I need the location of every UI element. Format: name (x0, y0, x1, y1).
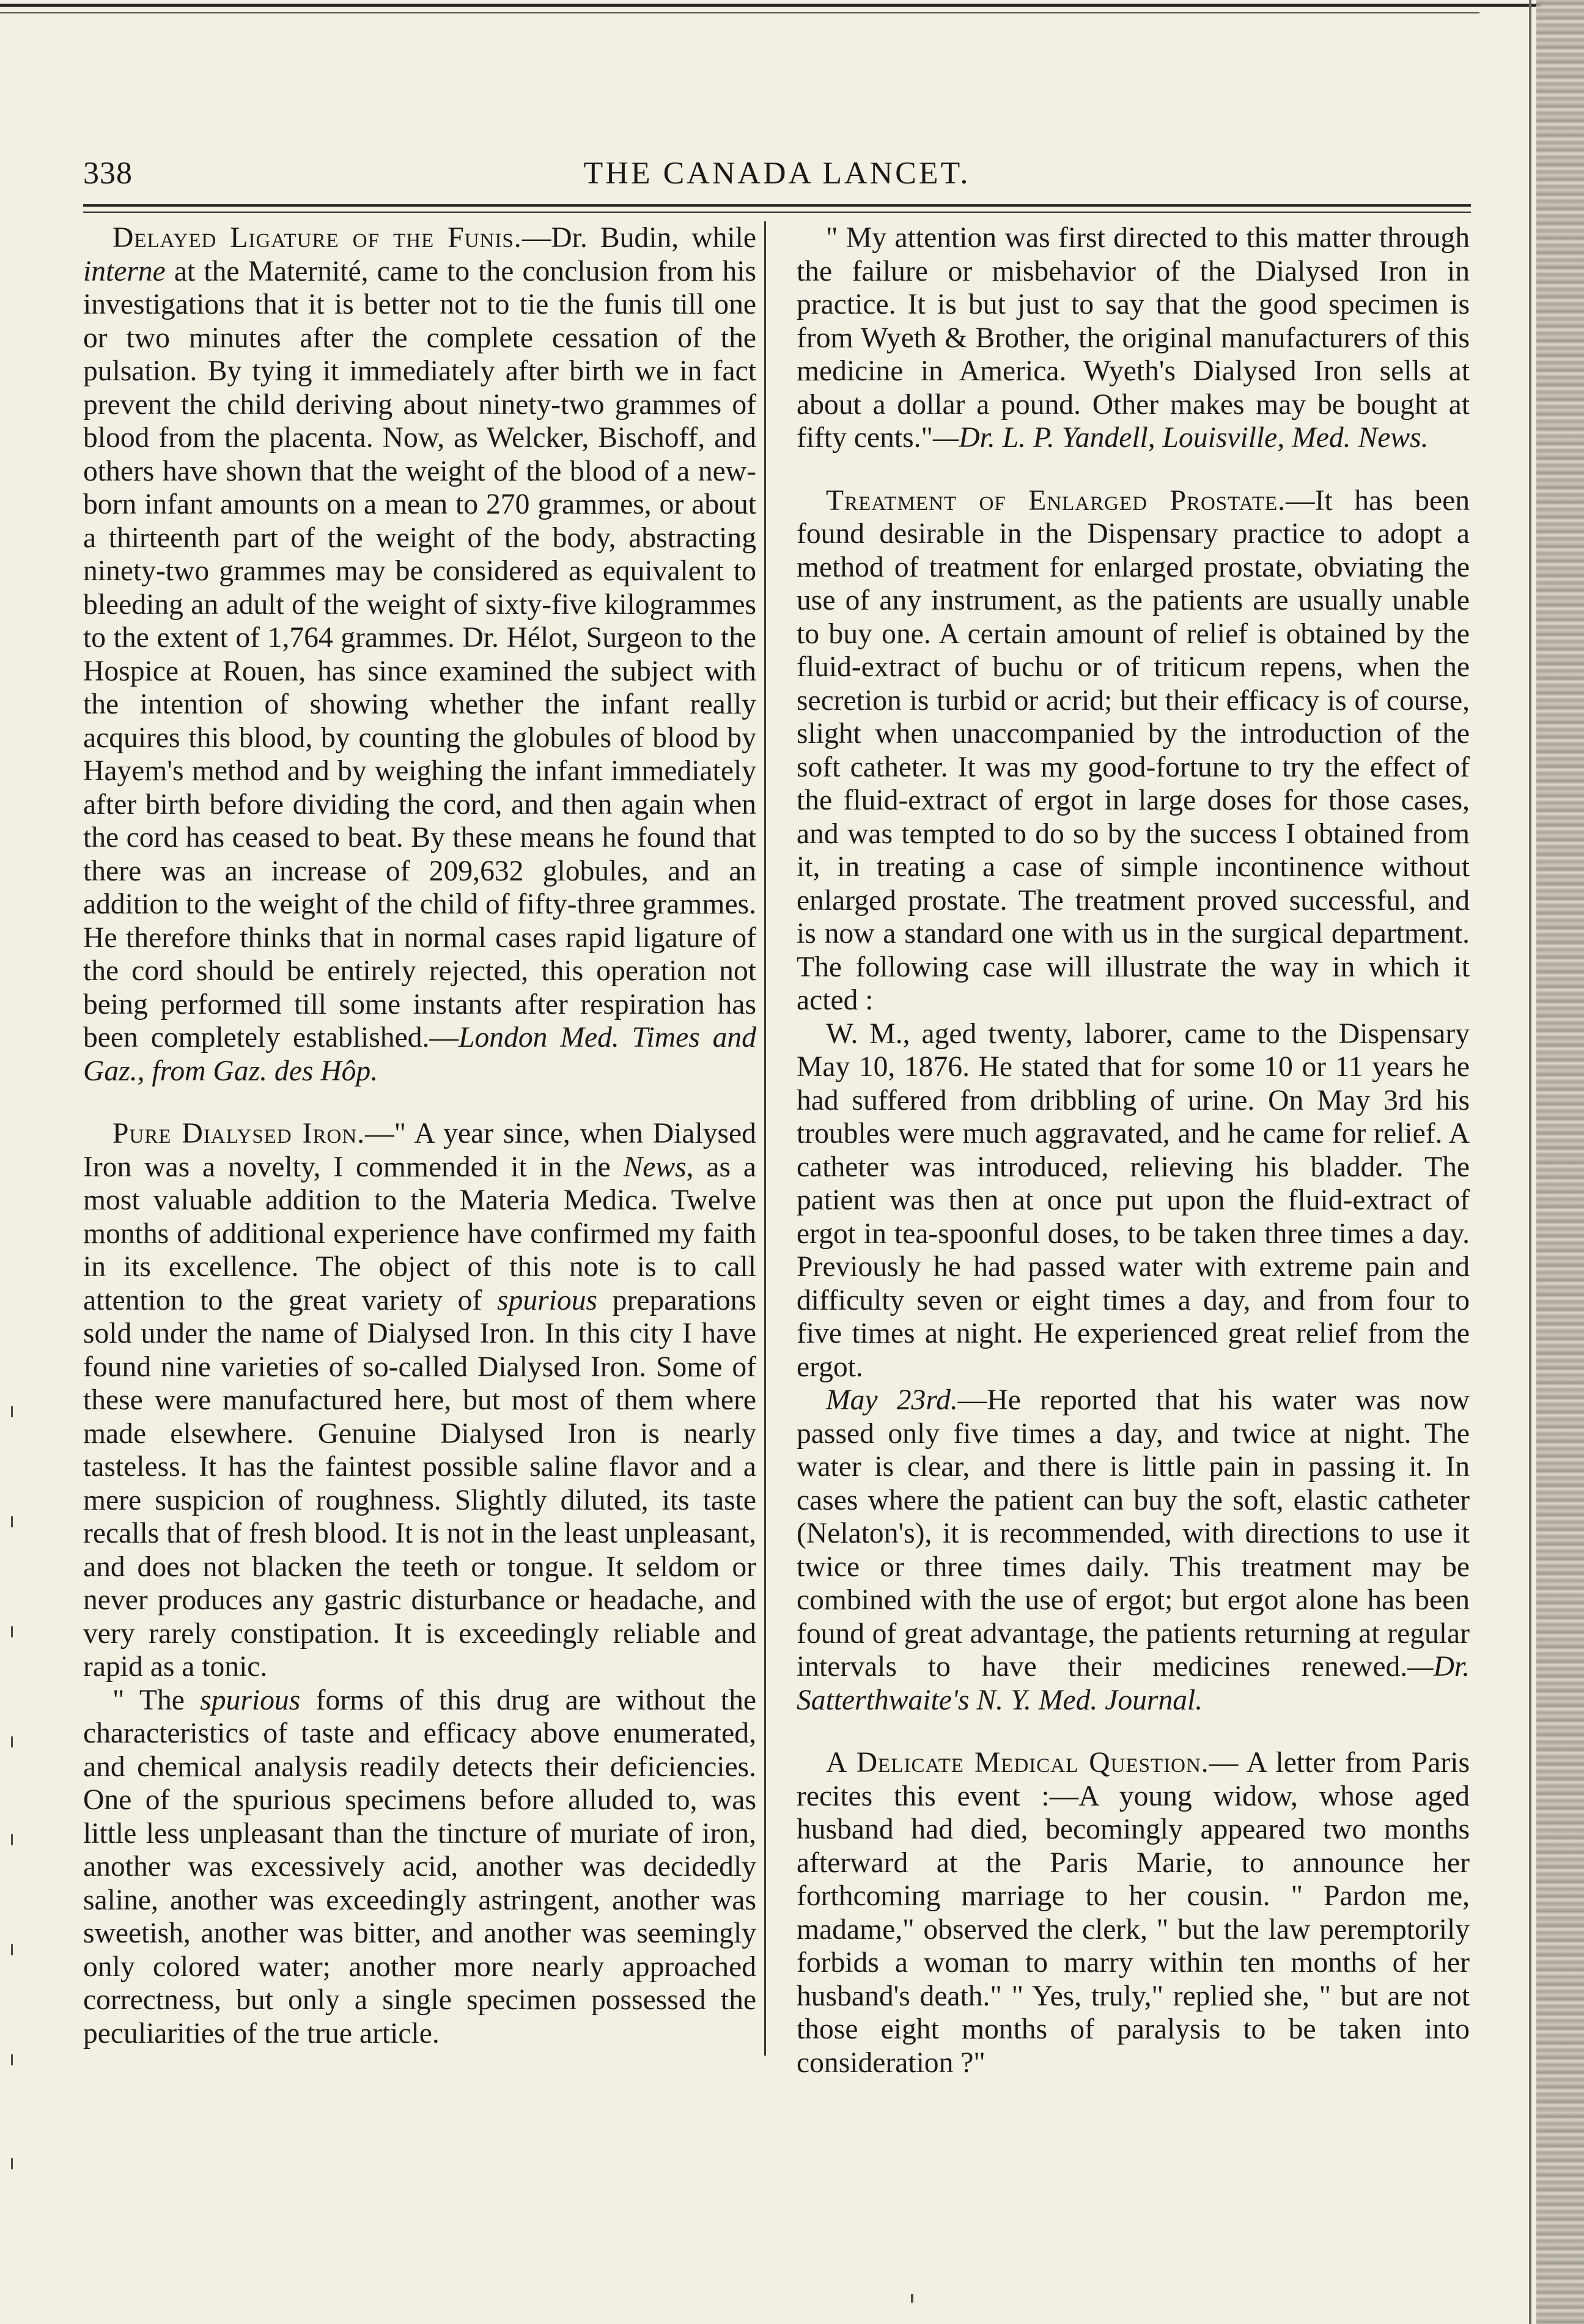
article-text: at the Maternité, came to the conclusion from his investigations that it is better not to tie the funis till one or two minutes after the complete cessation of the pulsation. By tying it immediately after birth we in fact prevent the child deriving about ninety-two grammes of blood from the placenta. Now, as Welcker, Bischoff, and others have shown that the weight of the blood of a new-born infant amounts on a mean to 270 grammes, or about a thirteenth part of the weight of the body, abstracting ninety-two grammes may be considered as equivalent to bleeding an adult of the weight of sixty-five kilogrammes to the extent of 1,764 grammes. Dr. Hélot, Surgeon to the Hospice at Rouen, has since examined the subject with the intention of showing whether the infant really acquires this blood, by counting the globules of blood by Hayem's method and by weighing the infant immediately after birth before dividing the cord, and then again when the cord has ceased to beat. By these means he found that there was an increase of 209,632 globules, and an addition to the weight of the child of fifty-three grammes. He therefore thinks that in normal cases rapid ligature of the cord should be entirely rejected, this operation not being performed till some instants after respiration has been completely established.— (83, 255, 756, 1053)
footer-mark (911, 2294, 913, 2303)
journal-title: THE CANADA LANCET. (583, 156, 971, 191)
article-citation: —Dr. L. P. Yandell, Louisville, Med. News. (932, 422, 1429, 454)
article-text: —He reported that his water was now passed only five times a day, and twice at night. The water is clear, and there is little pain in passing it. In cases where the patient can buy the soft, elastic catheter (Nelaton's), it is recommended, with directions to use it twice or three times daily. This treatment may be combined with the use of ergot; but ergot alone has been found of great advantage, the patients returning at regular intervals to have their medicines renewed. (797, 1384, 1470, 1683)
article-followup (797, 1384, 1470, 1717)
header-rule-thin (83, 212, 1471, 213)
article-term: News (623, 1151, 687, 1183)
top-border-rule-thin (0, 12, 1479, 13)
article-citation: London Med. Times and Gaz., from Gaz. des Hôp. (83, 1022, 756, 1087)
article-term: spurious (497, 1284, 598, 1316)
binding-edge (1536, 0, 1584, 2324)
article-heading: A Delicate Medical Question. (826, 1747, 1209, 1779)
article-enlarged-prostate (797, 484, 1470, 1017)
article-text: —Dr. Budin, while (521, 222, 756, 254)
article-text: , as a most valuable addition to the Materia Medica. Twelve months of additional experience have confirmed my faith in its excellence. The object of this note is to call attention to the great variety of (83, 1151, 756, 1316)
article-text: —It has been found desirable in the Dispensary practice to adopt a method of treatment for enlarged prostate, obviating the use of any instrument, as the patients are usually unable to buy one. A certain amount of relief is obtained by the fluid-extract of buchu or of triticum repens, when the secretion is turbid or acrid; but their efficacy is of course, slight when unaccompanied by the introduction of the soft catheter. It was my good-fortune to try the effect of the fluid-extract of ergot in large doses for those cases, and was tempted to do so by the success I obtained from it, in treating a case of simple incontinence without enlarged prostate. The treatment proved successful, and is now a standard one with us in the surgical department. The following case will illustrate the way in which it acted : (797, 484, 1470, 1016)
top-border-rule (0, 4, 1541, 7)
margin-marks (7, 1406, 20, 2262)
article-text: —" A year since, when Dialysed Iron was a novelty, I commended it in the (83, 1118, 756, 1183)
page-edge-line (1529, 0, 1531, 2324)
article-iron-continued (797, 221, 1470, 455)
right-column (797, 221, 1470, 2079)
article-text: preparations sold under the name of Dialysed Iron. In this city I have found nine varieties of so-called Dialysed Iron. Some of these were manufactured here, but most of them where made elsewhere. Genuine Dialysed Iron is nearly tasteless. It has the faintest possible saline flavor and a mere suspicion of roughness. Slightly diluted, its taste recalls that of fresh blood. It is not in the least unpleasant, and does not blacken the teeth or tongue. It seldom or never produces any gastric disturbance or headache, and very rarely constipation. It is exceedingly reliable and rapid as a tonic. (83, 1284, 756, 1683)
article-text: W. M., aged twenty, laborer, came to the Dispensary May 10, 1876. He stated that for some 10 or 11 years he had suffered from dribbling of urine. On May 3rd his troubles were much aggravated, and he came for relief. A catheter was introduced, relieving his bladder. The patient was then at once put upon the fluid-extract of ergot in tea-spoonful doses, to be taken three times a day. Previously he had passed water with extreme pain and difficulty seven or eight times a day, and from four to five times at night. He experienced great relief from the ergot. (797, 1017, 1470, 1383)
article-pure-dialysed-iron (83, 1117, 756, 1684)
article-paragraph (83, 1684, 756, 2051)
article-term: spurious (200, 1684, 301, 1716)
article-heading: Pure Dialysed Iron. (112, 1118, 366, 1149)
article-date: May 23rd. (826, 1384, 958, 1416)
article-case-report (797, 1017, 1470, 1384)
left-column (83, 221, 756, 2050)
article-citation: —Dr. Satterthwaite's N. Y. Med. Journal. (797, 1651, 1470, 1716)
article-term: interne (83, 255, 166, 287)
page-number: 338 (83, 156, 133, 191)
article-delayed-ligature (83, 221, 756, 1088)
article-text: " The (112, 1684, 201, 1716)
article-delicate-question (797, 1746, 1470, 2079)
header-rule (83, 204, 1471, 207)
article-text: forms of this drug are without the characteristics of taste and efficacy above enumerated, and chemical analysis readily detects their deficiencies. One of the spurious specimens before alluded to, was little less unpleasant than the tincture of muriate of iron, another was excessively acid, another was decidedly saline, another was exceedingly astringent, another was sweetish, another was bitter, and another was seemingly only colored water; another more nearly approached correctness, but only a single specimen possessed the peculiarities of the true article. (83, 1684, 756, 2049)
page-header (83, 155, 1471, 198)
article-text: " My attention was first directed to this matter through the failure or misbehavior of the Dialysed Iron in practice. It is but just to say that the good specimen is from Wyeth & Brother, the original manufacturers of this medicine in America. Wyeth's Dialysed Iron sells at about a dollar a pound. Other makes may be bought at fifty cents." (797, 222, 1470, 454)
article-heading: Delayed Ligature of the Funis. (112, 222, 522, 254)
article-heading: Treatment of Enlarged Prostate. (826, 484, 1286, 517)
column-divider (764, 221, 766, 2056)
article-text: — A letter from Paris recites this event :—A young widow, whose aged husband had died, becomingly appeared two months afterward at the Paris Marie, to announce her forthcoming marriage to her cousin. " Pardon me, madame," observed the clerk, " but the law peremptorily forbids a woman to marry within ten months of her husband's death." " Yes, truly," replied she, " but are not those eight months of paralysis to be taken into consideration ?" (797, 1747, 1470, 2079)
